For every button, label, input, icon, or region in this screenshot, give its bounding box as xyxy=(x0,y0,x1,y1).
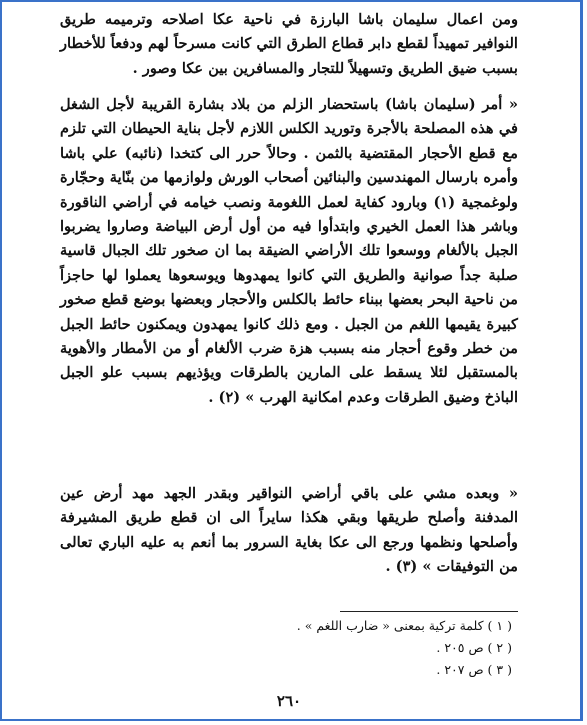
footnote-2: ( ٢ ) ص ٢٠٥ . xyxy=(436,640,512,655)
page-number: ٢٦٠ xyxy=(276,692,302,710)
paragraph-1: ومن اعمال سليمان باشا البارزة في ناحية عكا اصلاحه وترميمه طريق النوافير تمهيداً لقطع دابر قطاع الطرق التي كانت مسرحاً لهم ودفعاً للأخطار بسبب ضيق الطريق وتسهيلاً للتجار والمسافرين بين عكا وصور . xyxy=(60,11,518,77)
document-page xyxy=(60,4,518,716)
footnote-1: ( ١ ) كلمة تركية بمعنى « ضارب اللغم » . xyxy=(296,618,512,633)
footnotes xyxy=(212,615,512,681)
paragraph-2-quote: « أمر (سليمان باشا) باستحضار الزلم من بلاد بشارة القريبة لأجل الشغل في هذه المصلحة بالأجرة وتوريد الكلس اللازم لأجل بناية الحيطان التي تلزم مع قطع الأحجار المقتضية بالثمن . وحالاً حرر الى كتخدا (نائبه) علي باشا وأمره بارسال المهندسين والبنائين أصحاب الورش ولوازمها من بنّاية وحجّارة ولوغمجية (١) وبارود كفاية لعمل اللغومة ونصب خيامه في أراضي الناقورة وباشر هذا العمل الخيري وابتدأوا فيه من أول أرض البياضة وصاروا يضربوا الجبل بالألغام ووسعوا تلك الأراضي الضيقة بما ان صخور تلك الجبال قاسية صلبة جداً صوانية والطريق التي كانوا يمهدوها ويوسعوها يعملوا لها حاجزاً من ناحية البحر بعضها ببناء حائط بالكلس والأحجار وبعضها بوضع قطع صخور كبيرة يقيمها اللغم من الجبل . ومع ذلك كانوا يمهدون ويمكنون حائط الجبل من خطر وقوع أحجار منه بسبب هزة ضرب الألغام أو من الأمطار والأهوية بالمستقبل لئلا يسقط على المارين بالطرقات ويؤذيهم بسبب علو الجبل الباذخ وضيق الطرقات وعدم امكانية الهرب » (٢) . xyxy=(60,96,518,406)
paragraph-3-quote: « وبعده مشي على باقي أراضي النواقير وبقدر الجهد مهد أرض عين المدفنة وأصلح طريقها وبقي هكذا سايراً الى ان قطع طريق المشيرفة وأصلحها ونظمها ورجع الى عكا بغاية السرور بما أنعم به عليه الباري تعالى من التوفيقات » (٣) . xyxy=(60,485,518,576)
footnote-divider xyxy=(340,611,518,612)
footnote-3: ( ٣ ) ص ٢٠٧ . xyxy=(436,662,512,677)
